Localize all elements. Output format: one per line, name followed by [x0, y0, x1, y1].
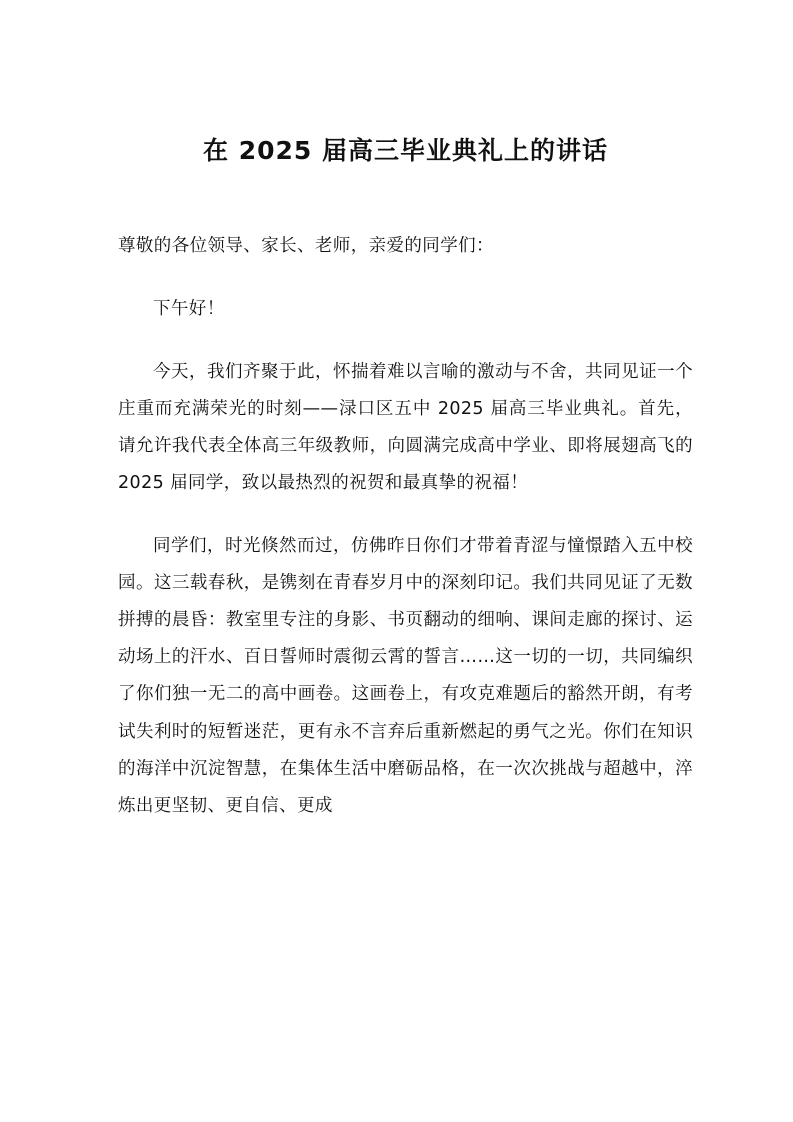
document-body [118, 228, 693, 825]
paragraph-salutation: 尊敬的各位领导、家长、老师，亲爱的同学们： [118, 235, 494, 256]
paragraph-greeting: 下午好！ [153, 298, 225, 319]
paragraph-opening: 今天，我们齐聚于此，怀揣着难以言喻的激动与不舍，共同见证一个庄重而充满荣光的时刻——渌口区五中 2025 届高三毕业典礼。首先，请允许我代表全体高三年级教师，向圆满完成高中学业、即将展翅高飞的 2025 届同学，致以最热烈的祝贺和最真挚的祝福！ [118, 361, 693, 493]
page-title: 在 2025 届高三毕业典礼上的讲话 [203, 136, 608, 165]
paragraph-memory: 同学们，时光倏然而过，仿佛昨日你们才带着青涩与憧憬踏入五中校园。这三载春秋，是镌刻在青春岁月中的深刻印记。我们共同见证了无数拼搏的晨昏：教室里专注的身影、书页翻动的细响、课间走廊的探讨、运动场上的汗水、百日誓师时震彻云霄的誓言……这一切的一切，共同编织了你们独一无二的高中画卷。这画卷上，有攻克难题后的豁然开朗，有考试失利时的短暂迷茫，更有永不言弃后重新燃起的勇气之光。你们在知识的海洋中沉淀智慧，在集体生活中磨砺品格，在一次次挑战与超越中，淬炼出更坚韧、更自信、更成 [118, 536, 693, 816]
